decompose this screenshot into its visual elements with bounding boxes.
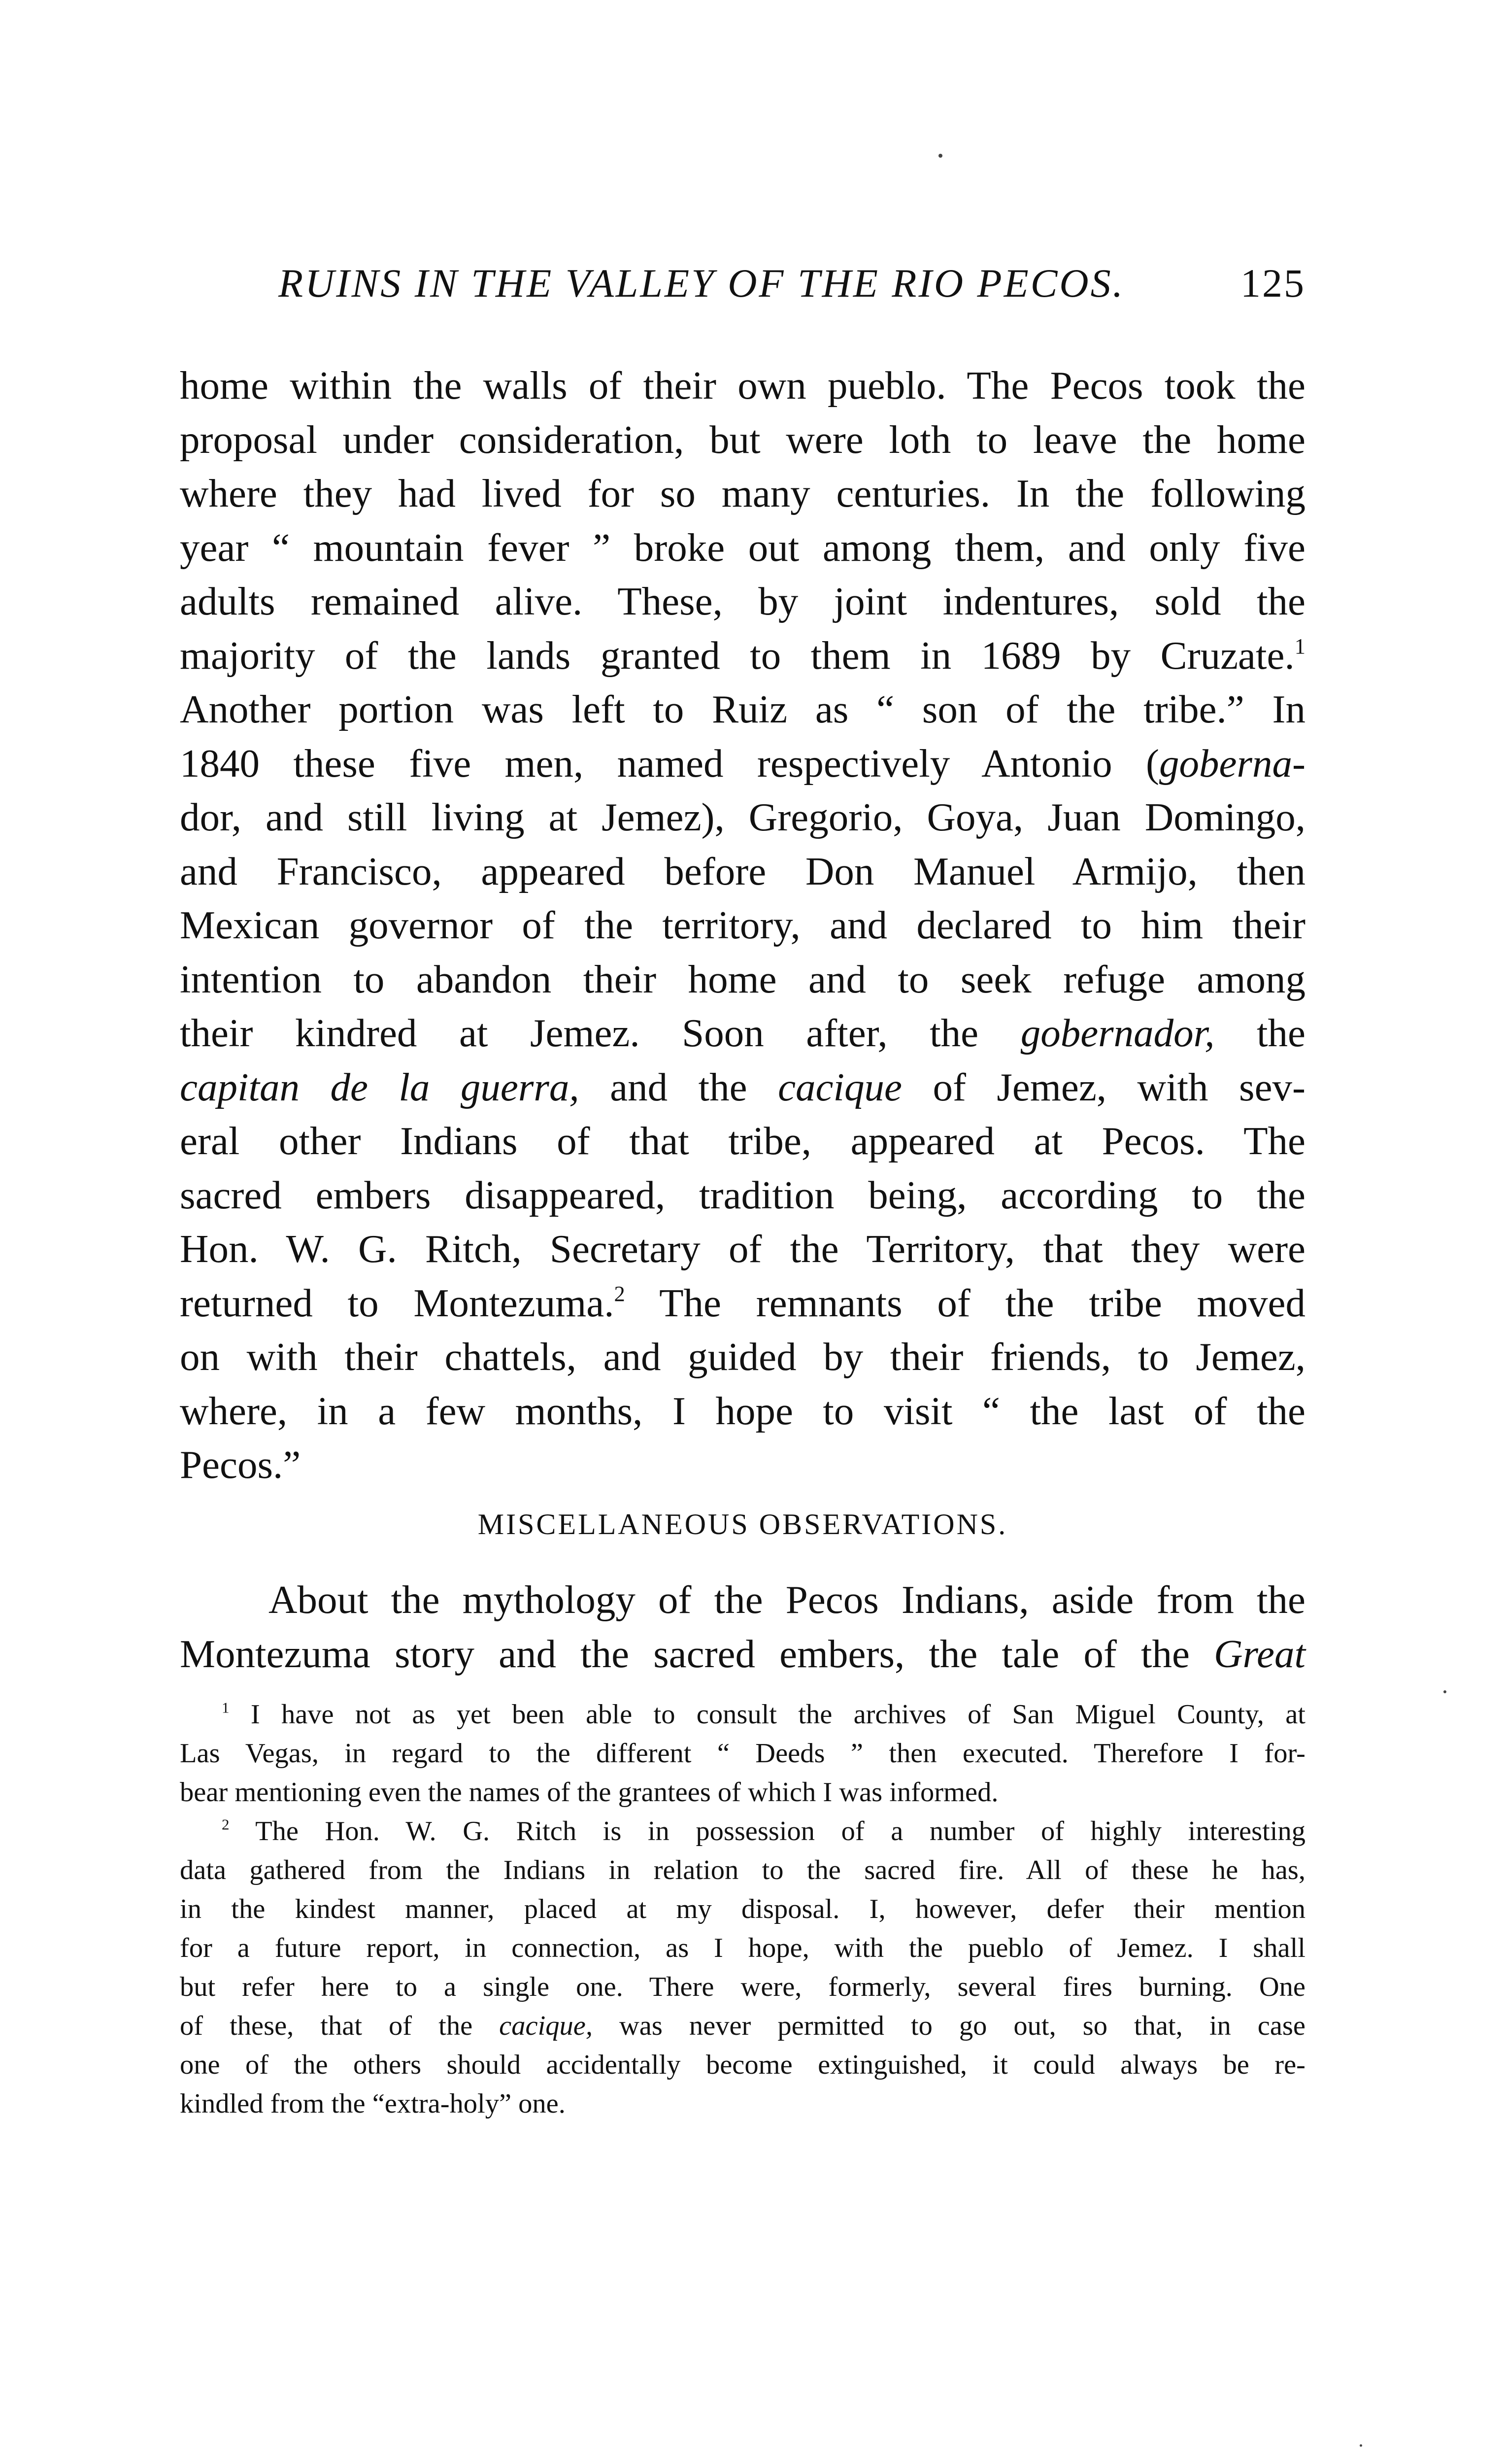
running-title: RUINS IN THE VALLEY OF THE RIO PECOS. bbox=[278, 261, 1125, 306]
main-text bbox=[180, 359, 1305, 1492]
italic-term: gobernador, bbox=[1020, 1011, 1215, 1055]
text-line: adults remained alive. These, by joint indentures, sold the bbox=[180, 579, 1305, 623]
footnote-line: in the kindest manner, placed at my disposal. I, however, defer their mention bbox=[180, 1894, 1305, 1924]
text-line: Pecos.” bbox=[180, 1442, 301, 1487]
text-segment: of these, that of the bbox=[180, 2011, 473, 2041]
text-line: dor, and still living at Jemez), Gregorio, Goya, Juan Domingo, bbox=[180, 795, 1305, 839]
footnote-line: but refer here to a single one. There were, formerly, several fires burning. One bbox=[180, 1972, 1305, 2002]
section-heading: MISCELLANEOUS OBSERVATIONS. bbox=[477, 1508, 1008, 1540]
text-segment: and the bbox=[610, 1064, 747, 1109]
text-line bbox=[180, 1627, 1305, 1681]
footnote-line: bear mentioning even the names of the grantees of which I was informed. bbox=[180, 1777, 999, 1808]
italic-term: cacique bbox=[778, 1064, 902, 1109]
italic-term: capitan de la guerra, bbox=[180, 1064, 579, 1109]
text-segment: 1840 these five men, named respectively Antonio ( bbox=[180, 741, 1160, 786]
footnote-line bbox=[180, 1695, 1305, 1734]
text-segment: of Jemez, with sev- bbox=[933, 1064, 1305, 1109]
text-segment: I have not as yet been able to consult the archives of San Miguel County, at bbox=[250, 1699, 1305, 1730]
text-line: where, in a few months, I hope to visit “ the last of the bbox=[180, 1388, 1305, 1433]
footnote-line bbox=[180, 1812, 1305, 1851]
text-line: About the mythology of the Pecos Indians, aside from the bbox=[268, 1577, 1305, 1622]
text-line: sacred embers disappeared, tradition being, according to the bbox=[180, 1172, 1305, 1217]
text-line: intention to abandon their home and to seek refuge among bbox=[180, 957, 1305, 1001]
text-line bbox=[180, 737, 1305, 791]
footnote-line: kindled from the “extra-holy” one. bbox=[180, 2088, 566, 2119]
footnote-ref-2: 2 bbox=[614, 1281, 625, 1306]
footnote-line bbox=[180, 2007, 1305, 2046]
italic-term: Great bbox=[1214, 1631, 1305, 1676]
text-segment: the bbox=[1257, 1011, 1306, 1055]
text-segment: was never permitted to go out, so that, in case bbox=[619, 2011, 1306, 2041]
speck-mark bbox=[1443, 1690, 1446, 1693]
text-segment: The Hon. W. G. Ritch is in possession of a number of highly interesting bbox=[255, 1816, 1305, 1847]
text-line: Hon. W. G. Ritch, Secretary of the Territory, that they were bbox=[180, 1227, 1305, 1271]
italic-term: cacique, bbox=[499, 2011, 593, 2041]
speck-mark bbox=[938, 154, 942, 158]
text-line: year “ mountain fever ” broke out among them, and only five bbox=[180, 525, 1305, 570]
text-line: where they had lived for so many centuries. In the following bbox=[180, 471, 1305, 515]
section-text bbox=[180, 1573, 1305, 1681]
speck-mark bbox=[1360, 2444, 1362, 2447]
text-segment: majority of the lands granted to them in 1689 by Cruzate. bbox=[180, 633, 1295, 678]
text-line bbox=[180, 629, 1305, 683]
text-line: home within the walls of their own pueblo. The Pecos took the bbox=[180, 363, 1305, 408]
text-segment: Montezuma story and the sacred embers, the tale of the bbox=[180, 1631, 1190, 1676]
footnote-marker-2: 2 bbox=[222, 1815, 230, 1833]
text-line: Mexican governor of the territory, and declared to him their bbox=[180, 903, 1305, 947]
text-line: and Francisco, appeared before Don Manuel Armijo, then bbox=[180, 849, 1305, 893]
footnote-line: data gathered from the Indians in relation to the sacred fire. All of these he has, bbox=[180, 1855, 1305, 1885]
footnote-line: one of the others should accidentally become extinguished, it could always be re- bbox=[180, 2050, 1305, 2080]
footnote-ref-1: 1 bbox=[1294, 633, 1305, 658]
footnote-line: for a future report, in connection, as I hope, with the pueblo of Jemez. I shall bbox=[180, 1933, 1305, 1963]
footnotes bbox=[180, 1695, 1305, 2123]
text-line: eral other Indians of that tribe, appeared at Pecos. The bbox=[180, 1119, 1305, 1163]
text-segment: their kindred at Jemez. Soon after, the bbox=[180, 1011, 979, 1055]
text-line bbox=[180, 1006, 1305, 1061]
text-segment: The remnants of the tribe moved bbox=[659, 1280, 1305, 1325]
text-line: on with their chattels, and guided by their friends, to Jemez, bbox=[180, 1335, 1305, 1379]
text-line bbox=[180, 1276, 1305, 1331]
text-line: proposal under consideration, but were loth to leave the home bbox=[180, 417, 1305, 462]
text-line bbox=[180, 1061, 1305, 1115]
text-segment: returned to Montezuma. bbox=[180, 1280, 614, 1325]
footnote-marker-1: 1 bbox=[222, 1699, 230, 1716]
text-line: Another portion was left to Ruiz as “ son of the tribe.” In bbox=[180, 687, 1305, 731]
running-head bbox=[278, 256, 1305, 310]
italic-term: goberna- bbox=[1159, 741, 1305, 786]
footnote-line: Las Vegas, in regard to the different “ Deeds ” then executed. Therefore I for- bbox=[180, 1738, 1305, 1769]
page-number: 125 bbox=[1240, 261, 1305, 306]
